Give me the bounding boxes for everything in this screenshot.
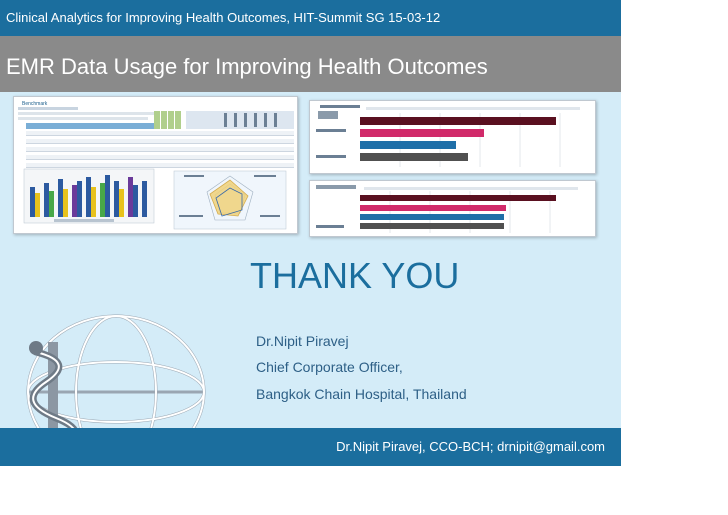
- benchmark-dashboard-image: [13, 96, 298, 234]
- benchmark-label: Benchmark: [22, 101, 48, 107]
- comparison-chart-image: [309, 180, 596, 237]
- event-line: Clinical Analytics for Improving Health Outcomes, HIT-Summit SG 15-03-12: [6, 10, 441, 25]
- slide-title-bar: [0, 36, 621, 92]
- benchmark-dashboard-thumbnail: [14, 97, 297, 233]
- footer-bar: [0, 428, 621, 466]
- speaker-role: Chief Corporate Officer,: [256, 359, 403, 375]
- thank-you-heading: THANK YOU: [250, 255, 460, 296]
- admission-rate-chart-image: [309, 100, 596, 174]
- admission-rate-thumbnail: [310, 101, 595, 173]
- footer-contact: Dr.Nipit Piravej, CCO-BCH; drnipit@gmail.com: [336, 439, 605, 454]
- speaker-organization: Bangkok Chain Hospital, Thailand: [256, 386, 467, 402]
- event-header: [0, 0, 621, 36]
- slide-title: EMR Data Usage for Improving Health Outcomes: [6, 54, 488, 79]
- speaker-name: Dr.Nipit Piravej: [256, 333, 349, 349]
- comparison-thumbnail: [310, 181, 595, 236]
